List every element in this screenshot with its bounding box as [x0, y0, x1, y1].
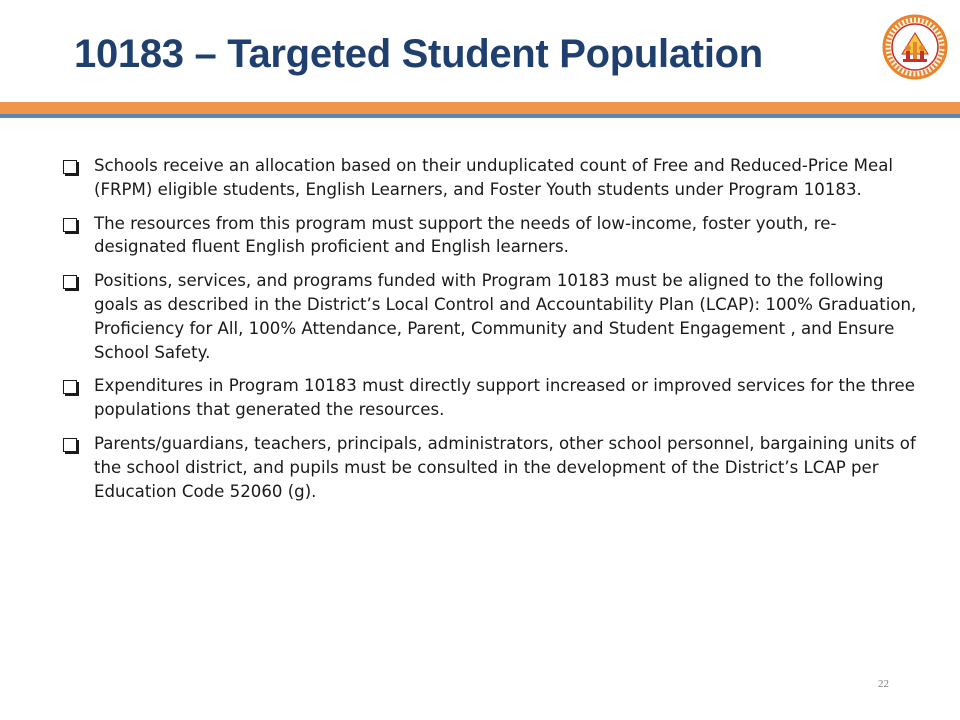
bullet-item	[62, 154, 922, 202]
bullet-text: The resources from this program must support the needs of low-income, foster youth, re-designated fluent English proficient and English learners.	[94, 213, 837, 257]
bullet-text: Parents/guardians, teachers, principals, administrators, other school personnel, bargaining units of the school district, and pupils must be consulted in the development of the District’s LCAP per Education Code 52060 (g).	[94, 433, 916, 501]
checkbox-bullet-icon	[63, 380, 77, 394]
checkbox-bullet-icon	[63, 438, 77, 452]
bullet-item	[62, 212, 922, 260]
bullet-list	[62, 154, 922, 513]
checkbox-bullet-icon	[63, 218, 77, 232]
header-band-blue	[0, 114, 960, 118]
page-number: 22	[878, 678, 889, 690]
header-band-orange	[0, 102, 960, 114]
bullet-text: Positions, services, and programs funded with Program 10183 must be aligned to the following goals as described in the District’s Local Control and Accountability Plan (LCAP): 100% Graduation, Proficiency for All, 100% Attendance, Parent, Community and Student Engagement , and Ensure School Safety.	[94, 271, 917, 362]
bullet-item	[62, 432, 922, 503]
bullet-item	[62, 374, 922, 422]
slide-title: 10183 – Targeted Student Population	[74, 32, 763, 76]
bullet-item	[62, 269, 922, 364]
school-district-seal-icon	[882, 14, 948, 80]
bullet-text: Expenditures in Program 10183 must directly support increased or improved services for the three populations that generated the resources.	[94, 376, 915, 420]
checkbox-bullet-icon	[63, 160, 77, 174]
bullet-text: Schools receive an allocation based on their unduplicated count of Free and Reduced-Price Meal (FRPM) eligible students, English Learners, and Foster Youth students under Program 10183.	[94, 156, 893, 199]
checkbox-bullet-icon	[63, 275, 77, 289]
